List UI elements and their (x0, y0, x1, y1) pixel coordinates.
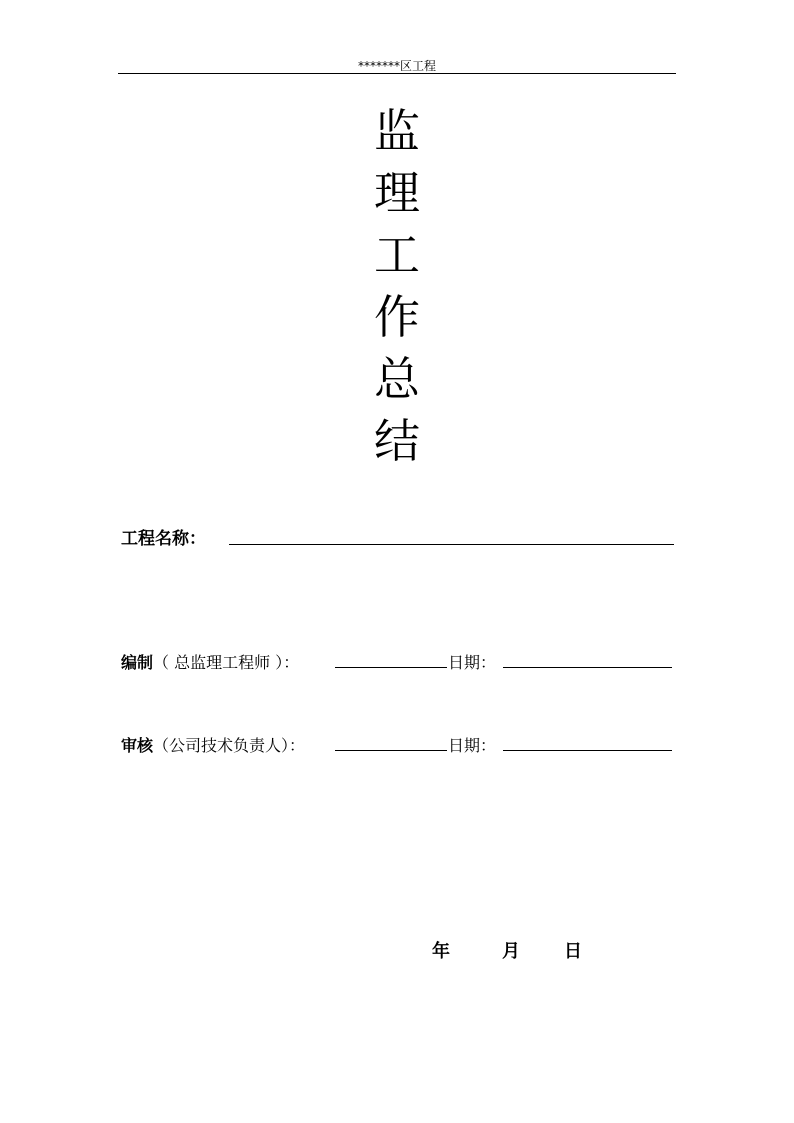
review-date-label: 日期： (448, 736, 497, 755)
compile-label-role: （ 总监理工程师 ）： (153, 653, 300, 672)
title-char: 监 (374, 104, 420, 158)
review-label (121, 733, 305, 756)
review-label-bold: 审核 (121, 736, 154, 755)
compile-date-label: 日期： (448, 653, 497, 672)
title-char: 结 (374, 414, 420, 468)
compile-label-bold: 编制 (121, 653, 154, 672)
header-text: *******区工程 (357, 59, 436, 73)
title-char: 工 (374, 228, 420, 282)
review-label-role: （公司技术负责人）： (153, 736, 306, 755)
title-char: 总 (374, 352, 420, 406)
review-date-field[interactable] (503, 750, 672, 751)
title-char: 作 (374, 290, 420, 344)
compile-label (121, 650, 299, 673)
date-year-label: 年 (432, 941, 450, 962)
document-title (367, 100, 427, 472)
compile-date-field[interactable] (503, 667, 672, 668)
project-name-field[interactable] (229, 544, 674, 545)
compile-signature-field[interactable] (335, 667, 447, 668)
review-signature-field[interactable] (335, 750, 447, 751)
date-day-label: 日 (564, 941, 582, 962)
header-divider (118, 73, 676, 74)
title-char: 理 (374, 166, 420, 220)
date-month-label: 月 (502, 941, 520, 962)
project-name-label: 工程名称： (121, 529, 206, 549)
